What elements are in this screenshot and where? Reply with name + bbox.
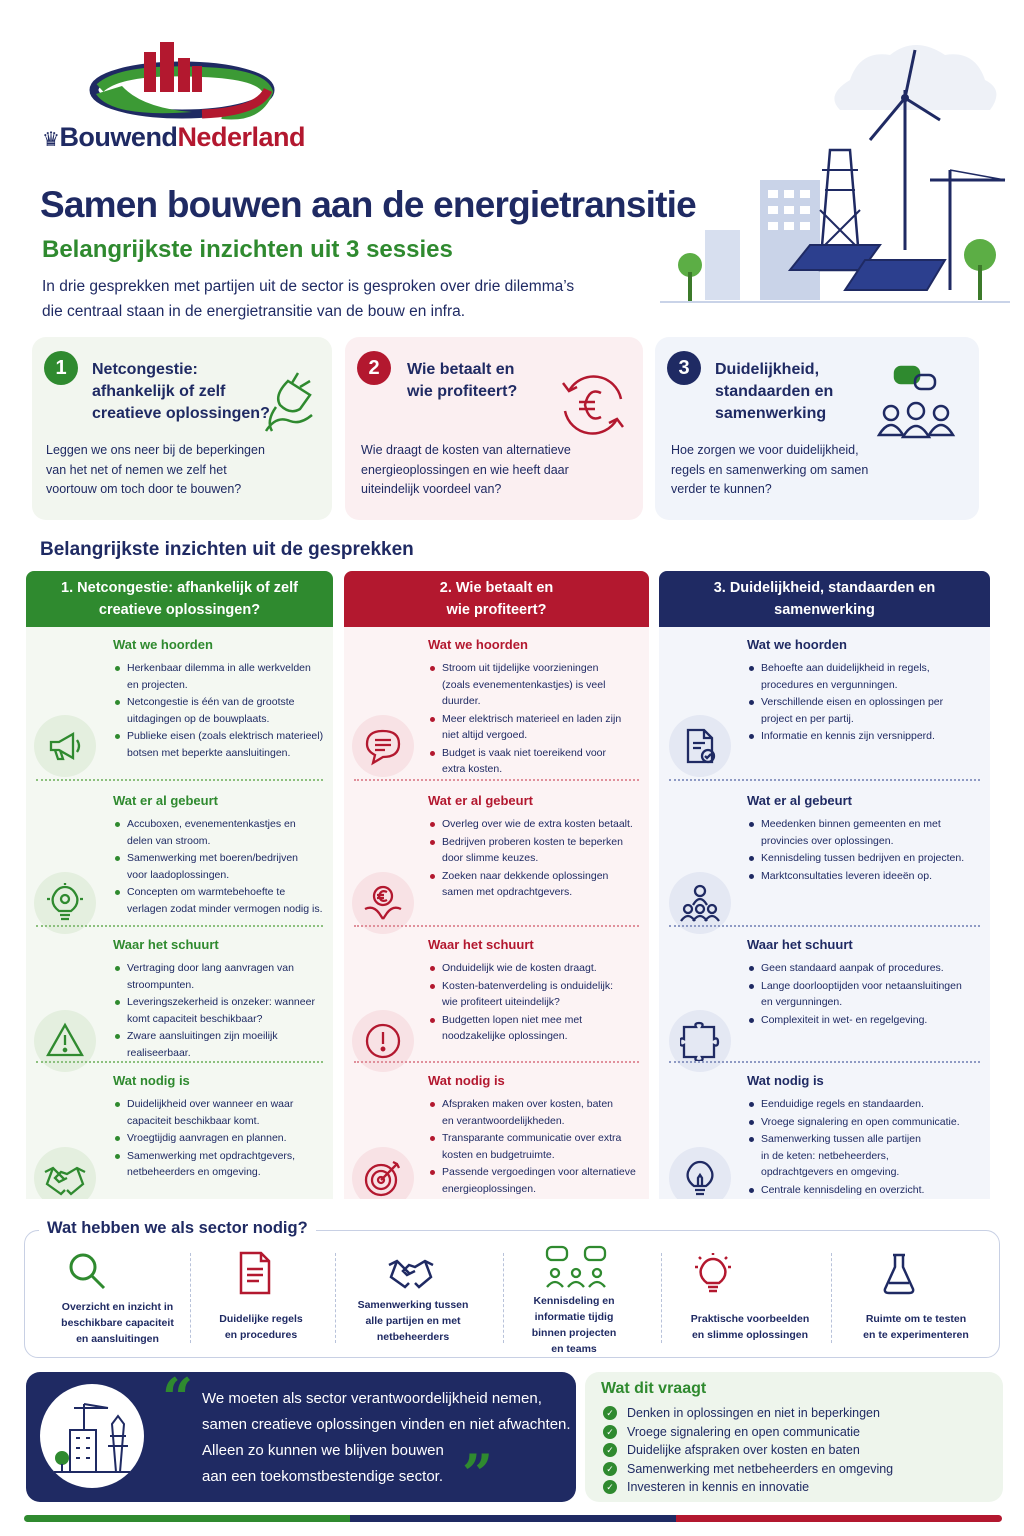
- bullet-line: en vergunningen.: [761, 996, 843, 1008]
- theme-title: [715, 359, 833, 425]
- need-label-line: Kennisdeling en: [533, 1295, 615, 1307]
- block-title: Wat we hoorden: [428, 637, 528, 652]
- column-header: [26, 571, 333, 627]
- footer-color-bar: [24, 1515, 1002, 1522]
- bullet-item: [428, 1130, 646, 1163]
- bullet-item: [747, 1114, 985, 1131]
- block-title: Wat er al gebeurt: [113, 793, 218, 808]
- bullet-line: uitdagingen op de bouwplaats.: [127, 712, 270, 725]
- theme-title-line: standaarden en: [715, 383, 834, 400]
- intro-line: In drie gesprekken met partijen uit de sector is gesproken over drie dilemma’s: [42, 278, 575, 295]
- divider: [190, 1253, 191, 1343]
- block-title: Waar het schuurt: [428, 937, 534, 952]
- logo-mark-icon: [82, 38, 282, 120]
- speech-bubble-icon: [352, 715, 414, 777]
- block-heard: [113, 637, 328, 762]
- theme-title: [92, 359, 270, 425]
- divider: [354, 779, 639, 781]
- flask-icon: [881, 1253, 917, 1295]
- column-header-line: samenwerking: [774, 602, 875, 618]
- theme-desc-line: energieoplossingen en wie heeft daar: [361, 462, 569, 477]
- need-label-line: alle partijen en met: [365, 1315, 461, 1327]
- energy-city-illustration: [660, 40, 1010, 310]
- bullet-item: [747, 960, 985, 977]
- divider: [36, 1061, 323, 1063]
- bullet-line: (zoals evenementenkastjes) is veel duurder.: [442, 678, 606, 707]
- block-title: Wat we hoorden: [113, 637, 213, 652]
- bullet-line: Meedenken binnen gemeenten en met: [761, 818, 941, 830]
- bullet-line: netbeheerders en omgeving.: [127, 1166, 261, 1178]
- check-icon: ✓: [603, 1480, 617, 1494]
- bullet-line: Kosten-batenverdeling is onduidelijk:: [442, 979, 614, 992]
- handshake-icon: [387, 1253, 435, 1291]
- block-needed: [428, 1073, 646, 1198]
- ask-item-label: Investeren in kennis en innovatie: [627, 1480, 810, 1494]
- bullet-line: Zoeken naar dekkende oplossingen: [442, 869, 609, 882]
- bullet-line: delen van stroom.: [127, 834, 211, 847]
- column-header-line: wie profiteert?: [446, 602, 547, 618]
- divider: [661, 1253, 662, 1343]
- magnifier-icon: [67, 1251, 109, 1293]
- ask-heading: Wat dit vraagt: [601, 1380, 707, 1397]
- block-needed: [113, 1073, 328, 1182]
- ask-item-label: Vroege signalering en open communicatie: [627, 1424, 861, 1439]
- need-label-line: binnen projecten: [531, 1327, 617, 1339]
- bullet-line: Duidelijkheid over wanneer en waar: [127, 1098, 294, 1110]
- bullet-line: Vroegtijdig aanvragen en plannen.: [127, 1132, 287, 1144]
- bullet-line: Samenwerking tussen alle partijen: [761, 1133, 921, 1145]
- page-subtitle: Belangrijkste inzichten uit 3 sessies: [42, 236, 453, 263]
- theme-card-2: [345, 337, 643, 520]
- sector-needs-box: [24, 1219, 1000, 1358]
- ask-item: [603, 1460, 893, 1479]
- need-label-line: informatie tijdig: [534, 1311, 614, 1323]
- check-icon: ✓: [603, 1406, 617, 1420]
- bullet-item: [113, 694, 328, 727]
- divider: [354, 925, 639, 927]
- need-label-line: en procedures: [224, 1329, 298, 1341]
- insight-column-2: [344, 571, 649, 1199]
- bullet-line: Passende vergoedingen voor alternatieve: [442, 1166, 636, 1178]
- bullet-item: [747, 1131, 985, 1181]
- document-check-icon: [669, 715, 731, 777]
- theme-desc-line: voortouw om toch door te bouwen?: [46, 482, 242, 496]
- bullet-line: extra kosten.: [442, 763, 503, 775]
- bullet-line: Accuboxen, evenementenkastjes en: [127, 818, 296, 830]
- theme-title-line: Duidelijkheid,: [715, 361, 820, 378]
- bullet-item: [747, 1096, 985, 1113]
- bullet-line: Budgetten lopen niet mee met: [442, 1013, 583, 1026]
- bullet-item: [747, 1182, 985, 1199]
- bullet-item: [428, 745, 646, 778]
- bullet-line: Kennisdeling tussen bedrijven en projecten.: [761, 852, 965, 864]
- bullet-line: Centrale kennisdeling en overzicht.: [761, 1183, 925, 1196]
- bullet-line: Geen standaard aanpak of procedures.: [761, 962, 944, 974]
- need-item: [343, 1297, 483, 1345]
- bullet-item: [428, 1012, 646, 1045]
- need-label-line: en te experimenteren: [863, 1329, 969, 1341]
- ask-item: [603, 1423, 893, 1442]
- bullet-item: [113, 850, 328, 883]
- insight-column-3: [659, 571, 990, 1199]
- bullet-line: noodzakelijke oplossingen.: [442, 1030, 568, 1042]
- divider: [36, 779, 323, 781]
- ask-item-label: Samenwerking met netbeheerders en omgeving: [627, 1461, 894, 1476]
- column-header: [659, 571, 990, 627]
- bullet-line: botsen met beperkte aansluitingen.: [127, 746, 291, 759]
- intro-line: die centraal staan in de energietransitie van de bouw en infra.: [42, 303, 466, 320]
- column-header-line: 2. Wie betaalt en: [439, 580, 554, 596]
- bullet-line: provincies over oplossingen.: [761, 834, 894, 847]
- column-header-line: creatieve oplossingen?: [98, 602, 261, 618]
- bullet-line: wie profiteert uiteindelijk?: [442, 996, 560, 1008]
- bullet-line: realiseerbaar.: [127, 1046, 191, 1059]
- bullet-item: [428, 834, 646, 867]
- theme-title: [407, 359, 517, 403]
- block-title: Wat er al gebeurt: [747, 793, 852, 808]
- page-title: Samen bouwen aan de energietransitie: [40, 184, 696, 225]
- block-heard: [428, 637, 646, 779]
- bullet-item: [113, 1028, 328, 1061]
- theme-card-3: [655, 337, 979, 520]
- bullet-line: capaciteit beschikbaar komt.: [127, 1114, 260, 1127]
- divider: [669, 779, 980, 781]
- need-label-line: Duidelijke regels: [219, 1313, 303, 1325]
- column-header-line: 1. Netcongestie: afhankelijk of zelf: [61, 580, 298, 596]
- divider: [669, 925, 980, 927]
- block-needed: [747, 1073, 985, 1199]
- bullet-item: [747, 816, 985, 849]
- theme-title-line: Netcongestie:: [92, 361, 198, 378]
- ask-box: [585, 1372, 1003, 1502]
- bullet-line: Concepten om warmtebehoefte te: [127, 886, 286, 898]
- bullet-line: Lange doorlooptijden voor netaansluitingen: [761, 979, 962, 992]
- bullet-line: Overleg over wie de extra kosten betaalt.: [442, 818, 633, 830]
- bullet-item: [113, 816, 328, 849]
- bullet-line: Stroom uit tijdelijke voorzieningen: [442, 662, 599, 674]
- theme-desc-line: Wie draagt de kosten van alternatieve: [361, 443, 571, 457]
- bullet-line: in de keten: netbeheerders,: [761, 1149, 889, 1162]
- quote-line: Alleen zo kunnen we blijven bouwen: [202, 1442, 444, 1459]
- bullet-item: [747, 660, 985, 693]
- bullet-item: [747, 694, 985, 727]
- need-label-line: Ruimte om te testen: [865, 1313, 967, 1325]
- megaphone-icon: [34, 715, 96, 777]
- bullet-item: [113, 960, 328, 993]
- handshake-icon: [34, 1147, 96, 1199]
- theme-desc-line: van het net of nemen we zelf het: [46, 462, 227, 477]
- document-icon: [237, 1251, 273, 1295]
- bullet-line: Budget is vaak niet toereikend voor: [442, 746, 607, 759]
- theme-title-line: creatieve oplossingen?: [92, 405, 270, 422]
- intro-text: [42, 274, 574, 324]
- block-title: Wat nodig is: [428, 1073, 505, 1088]
- crown-icon: ♛: [42, 129, 60, 151]
- need-label-line: Overzicht en inzicht in: [61, 1301, 174, 1313]
- bullet-item: [428, 816, 646, 833]
- bullet-line: Meer elektrisch materieel en laden zijn: [442, 712, 622, 725]
- euro-cycle-icon: [555, 367, 631, 443]
- theme-title-line: afhankelijk of zelf: [92, 383, 226, 400]
- plug-icon: [250, 365, 322, 437]
- block-friction: [747, 937, 985, 1029]
- lightbulb-icon: [691, 1253, 735, 1297]
- bullet-line: Herkenbaar dilemma in alle werkvelden: [127, 662, 311, 674]
- bullet-line: kosten en budgetruimte.: [442, 1148, 555, 1161]
- need-label-line: beschikbare capaciteit: [61, 1317, 174, 1329]
- bullet-item: [428, 711, 646, 744]
- divider: [335, 1253, 336, 1343]
- bullet-line: Eenduidige regels en standaarden.: [761, 1098, 924, 1110]
- quote-text: [202, 1386, 574, 1490]
- bullet-line: en verantwoordelijkheden.: [442, 1114, 565, 1127]
- theme-desc-line: Leggen we ons neer bij de beperkingen: [46, 443, 265, 457]
- need-item: [197, 1311, 325, 1343]
- bullet-item: [747, 868, 985, 885]
- bullet-line: samen met opdrachtgevers.: [442, 886, 573, 898]
- bullet-item: [113, 884, 328, 917]
- block-title: Wat er al gebeurt: [428, 793, 533, 808]
- ask-item: [603, 1478, 893, 1497]
- construction-illustration: [40, 1384, 144, 1488]
- theme-number: 2: [357, 351, 391, 385]
- people-chat-icon: [543, 1245, 609, 1293]
- block-title: Wat nodig is: [113, 1073, 190, 1088]
- bullet-item: [113, 728, 328, 761]
- bullet-item: [428, 868, 646, 901]
- quote-line: samen creatieve oplossingen vinden en niet afwachten.: [202, 1416, 571, 1433]
- check-icon: ✓: [603, 1462, 617, 1476]
- bullet-item: [113, 1096, 328, 1129]
- bullet-line: verlagen zodat minder vermogen nodig is.: [127, 902, 323, 915]
- quote-box: [26, 1366, 576, 1506]
- bullet-line: Verschillende eisen en oplossingen per: [761, 696, 944, 708]
- need-label-line: en aansluitingen: [76, 1333, 159, 1345]
- need-label-line: en teams: [551, 1343, 597, 1355]
- bullet-line: Vroege signalering en open communicatie.: [761, 1115, 960, 1128]
- bullet-item: [428, 660, 646, 710]
- bullet-item: [747, 850, 985, 867]
- ask-list: [603, 1404, 893, 1497]
- theme-title-line: wie profiteert?: [407, 383, 518, 400]
- bullet-line: Onduidelijk wie de kosten draagt.: [442, 962, 597, 974]
- divider: [354, 1061, 639, 1063]
- need-label-line: Samenwerking tussen: [357, 1299, 469, 1311]
- bullet-item: [113, 1148, 328, 1181]
- brand-name-part1: Bouwend: [59, 122, 178, 152]
- need-label-line: Praktische voorbeelden: [690, 1313, 810, 1325]
- bullet-item: [113, 994, 328, 1027]
- close-quote-icon: ”: [462, 1442, 494, 1506]
- quote-line: aan een toekomstbestendige sector.: [202, 1468, 443, 1485]
- theme-description: [671, 441, 868, 500]
- bullet-item: [113, 1130, 328, 1147]
- block-title: Wat nodig is: [747, 1073, 824, 1088]
- bullet-item: [428, 1096, 646, 1129]
- brand-logo: [42, 38, 342, 158]
- check-icon: ✓: [603, 1425, 617, 1439]
- ask-item: [603, 1441, 893, 1460]
- theme-title-line: samenwerking: [715, 405, 827, 422]
- bullet-item: [113, 660, 328, 693]
- theme-desc-line: uiteindelijk voordeel van?: [361, 482, 502, 496]
- theme-card-1: [32, 337, 332, 520]
- need-item: [35, 1299, 200, 1347]
- theme-number: 1: [44, 351, 78, 385]
- bullet-line: en projecten.: [127, 678, 188, 691]
- need-label-line: en slimme oplossingen: [691, 1329, 809, 1341]
- ask-item-label: Denken in oplossingen en niet in beperkingen: [627, 1406, 880, 1420]
- theme-desc-line: Hoe zorgen we voor duidelijkheid,: [671, 443, 859, 457]
- bullet-item: [747, 728, 985, 745]
- block-heard: [747, 637, 985, 746]
- bullet-line: Samenwerking met opdrachtgevers,: [127, 1149, 296, 1162]
- bullet-line: Afspraken maken over kosten, baten: [442, 1098, 614, 1110]
- check-icon: ✓: [603, 1443, 617, 1457]
- open-quote-icon: “: [162, 1366, 194, 1430]
- theme-desc-line: regels en samenwerking om samen: [671, 462, 869, 477]
- bullet-line: Vertraging door lang aanvragen van: [127, 962, 294, 974]
- bullet-line: Complexiteit in wet- en regelgeving.: [761, 1013, 928, 1026]
- bullet-line: Netcongestie is één van de grootste: [127, 696, 295, 708]
- bullet-line: Bedrijven proberen kosten te beperken: [442, 835, 623, 848]
- block-happening: [747, 793, 985, 885]
- target-icon: [352, 1147, 414, 1199]
- theme-desc-line: verder te kunnen?: [671, 482, 772, 496]
- bullet-line: Samenwerking met boeren/bedrijven: [127, 852, 299, 864]
- bullet-line: Transparante communicatie over extra: [442, 1132, 622, 1144]
- bullet-item: [428, 960, 646, 977]
- bullet-line: project en per partij.: [761, 712, 854, 725]
- bullet-line: Publieke eisen (zoals elektrisch materieel): [127, 730, 324, 742]
- block-happening: [428, 793, 646, 902]
- bullet-item: [747, 978, 985, 1011]
- brand-name-part2: Nederland: [177, 122, 305, 152]
- divider: [831, 1253, 832, 1343]
- bullet-line: voor laadoplossingen.: [127, 868, 230, 881]
- bullet-line: niet altijd vergoed.: [442, 729, 528, 741]
- need-label-line: netbeheerders: [376, 1331, 450, 1343]
- sector-needs-heading: Wat hebben we als sector nodig?: [39, 1219, 316, 1238]
- bullet-line: Informatie en kennis zijn versnipperd.: [761, 730, 935, 742]
- people-chat-icon: [873, 363, 959, 449]
- bullet-line: opdrachtgevers en omgeving.: [761, 1166, 900, 1178]
- divider: [503, 1253, 504, 1343]
- need-item: [510, 1293, 638, 1357]
- theme-description: [46, 441, 265, 500]
- bullet-line: door slimme keuzes.: [442, 852, 539, 864]
- bullet-item: [428, 1164, 646, 1197]
- bullet-line: energieoplossingen.: [442, 1182, 536, 1195]
- block-friction: [428, 937, 646, 1046]
- quote-line: We moeten als sector verantwoordelijkheid nemen,: [202, 1390, 542, 1407]
- block-title: Wat we hoorden: [747, 637, 847, 652]
- bullet-line: Marktconsultaties leveren ideeën op.: [761, 869, 933, 882]
- bullet-line: procedures en vergunningen.: [761, 678, 898, 691]
- block-title: Waar het schuurt: [747, 937, 853, 952]
- block-title: Waar het schuurt: [113, 937, 219, 952]
- insight-column-1: [26, 571, 333, 1199]
- need-item: [841, 1311, 991, 1343]
- block-friction: [113, 937, 328, 1062]
- theme-number: 3: [667, 351, 701, 385]
- column-header: [344, 571, 649, 627]
- bullet-item: [747, 1012, 985, 1029]
- lightbulb-icon: [669, 1147, 731, 1199]
- bullet-item: [428, 978, 646, 1011]
- block-happening: [113, 793, 328, 918]
- bullet-line: Leveringszekerheid is onzeker: wanneer: [127, 996, 315, 1008]
- divider: [669, 1061, 980, 1063]
- theme-title-line: Wie betaalt en: [407, 361, 515, 378]
- ask-item-label: Duidelijke afspraken over kosten en baten: [627, 1443, 860, 1457]
- bullet-line: Zware aansluitingen zijn moeilijk: [127, 1030, 278, 1042]
- bullet-line: stroompunten.: [127, 978, 195, 991]
- bullet-line: komt capaciteit beschikbaar?: [127, 1012, 263, 1025]
- column-header-line: 3. Duidelijkheid, standaarden en: [713, 580, 936, 596]
- ask-item: [603, 1404, 893, 1423]
- bullet-line: Behoefte aan duidelijkheid in regels,: [761, 662, 930, 674]
- insights-heading: Belangrijkste inzichten uit de gesprekken: [40, 539, 414, 560]
- need-item: [675, 1311, 825, 1343]
- divider: [36, 925, 323, 927]
- theme-description: [361, 441, 571, 500]
